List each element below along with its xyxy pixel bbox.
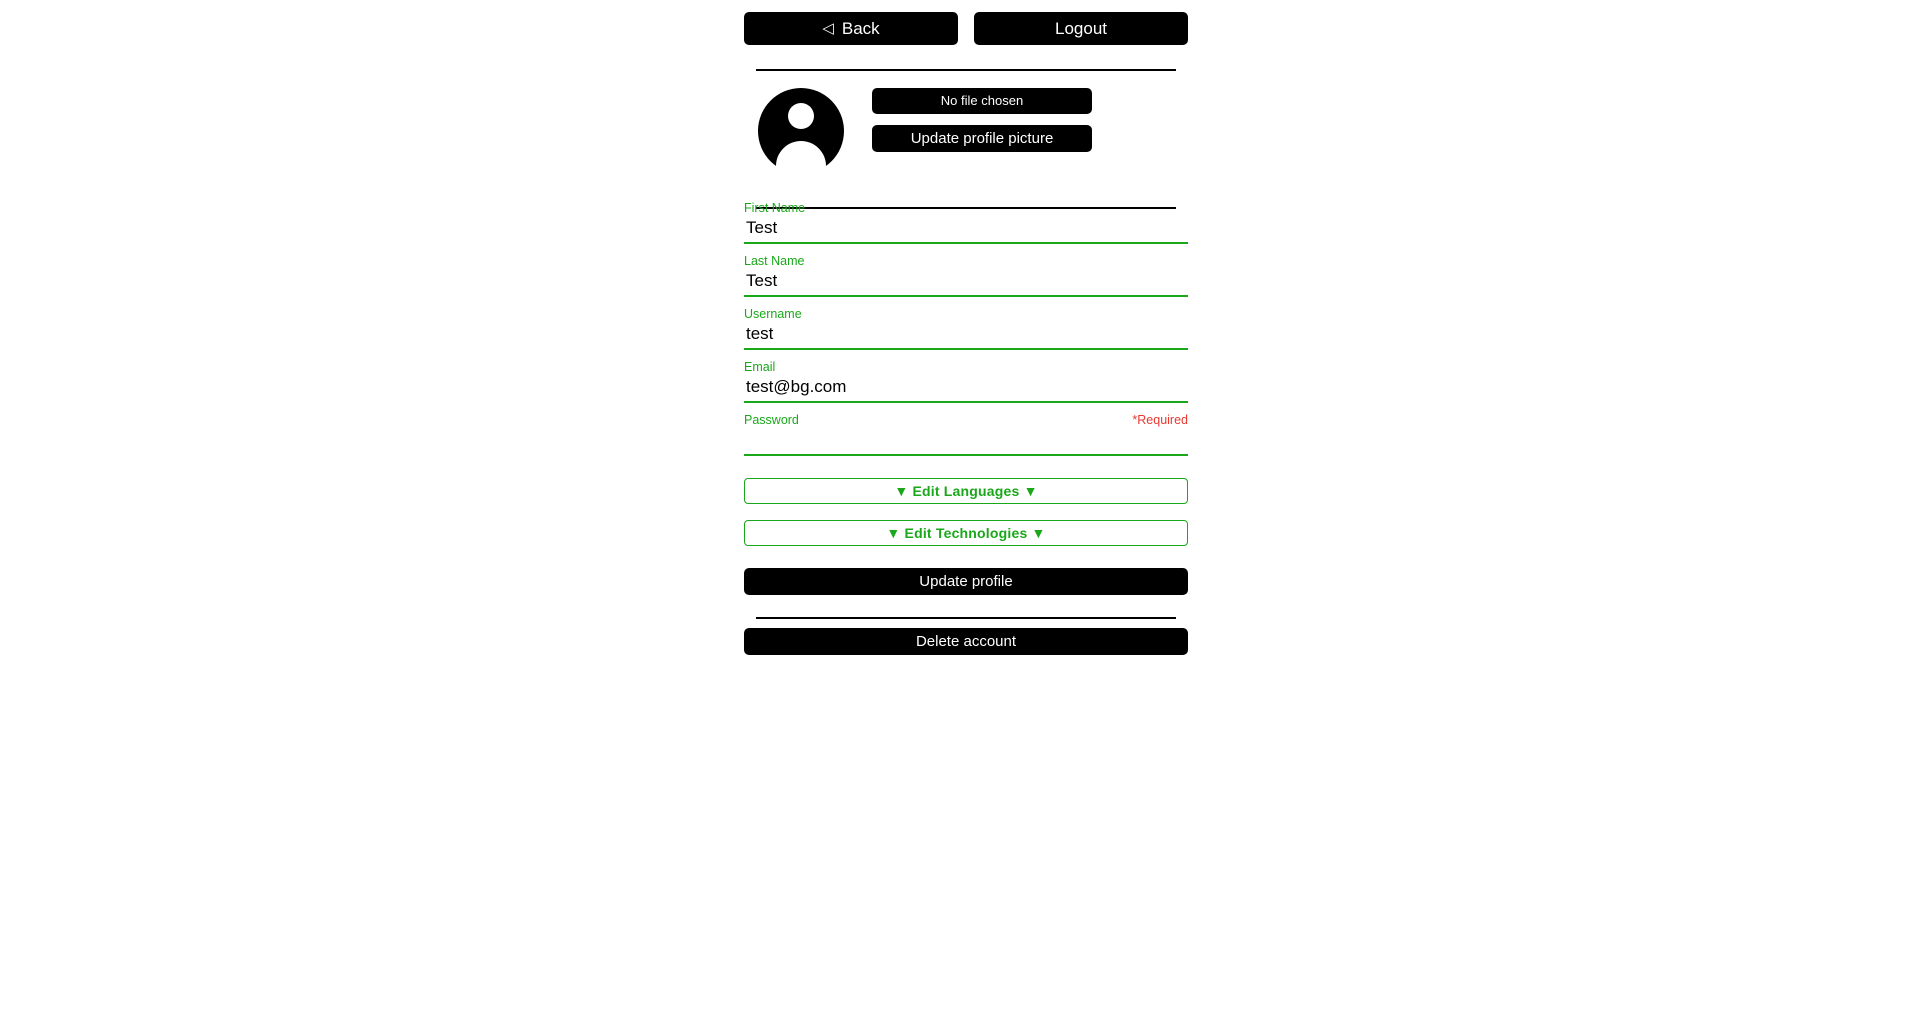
user-avatar-icon — [758, 88, 844, 174]
choose-file-button[interactable] — [872, 88, 1092, 114]
logout-button[interactable] — [974, 12, 1188, 45]
divider-top — [756, 69, 1176, 71]
divider-above-delete — [756, 617, 1176, 619]
expander-section — [744, 478, 1188, 562]
update-profile-section — [744, 568, 1188, 595]
avatar-body-shape — [776, 141, 826, 174]
update-profile-button-label: Update profile — [919, 573, 1013, 590]
profile-picture-section — [744, 88, 1188, 174]
password-label: Password — [744, 413, 799, 427]
username-label: Username — [744, 307, 802, 321]
avatar-head-shape — [788, 103, 814, 129]
field-email — [744, 359, 1188, 403]
delete-account-button-label: Delete account — [915, 633, 1017, 650]
back-button[interactable] — [744, 12, 958, 45]
back-button-label: Back — [841, 19, 880, 38]
left-triangle-icon: ◁ — [822, 20, 834, 37]
field-password — [744, 412, 1188, 456]
password-input[interactable] — [744, 428, 1188, 456]
last-name-label: Last Name — [744, 254, 805, 268]
first-name-label: First Name — [744, 201, 806, 215]
update-profile-button[interactable] — [744, 568, 1188, 595]
update-profile-picture-button[interactable] — [872, 125, 1092, 152]
field-first-name — [744, 200, 1188, 244]
first-name-input[interactable] — [744, 216, 1188, 244]
edit-technologies-expander[interactable]: ▼ Edit Technologies ▼ — [744, 520, 1188, 546]
edit-languages-expander[interactable]: ▼ Edit Languages ▼ — [744, 478, 1188, 504]
delete-account-button[interactable] — [744, 628, 1188, 655]
update-profile-picture-label: Update profile picture — [910, 130, 1054, 147]
email-label: Email — [744, 360, 776, 374]
email-input[interactable] — [744, 375, 1188, 403]
top-action-bar — [744, 12, 1188, 45]
profile-picture-buttons — [872, 88, 1092, 152]
field-last-name — [744, 253, 1188, 297]
logout-button-label: Logout — [1055, 19, 1107, 38]
password-required-note: *Required — [1132, 413, 1188, 427]
field-username — [744, 306, 1188, 350]
profile-form — [744, 200, 1188, 465]
delete-account-section — [744, 628, 1188, 655]
last-name-input[interactable] — [744, 269, 1188, 297]
file-status-label: No file chosen — [940, 93, 1024, 108]
username-input[interactable] — [744, 322, 1188, 350]
